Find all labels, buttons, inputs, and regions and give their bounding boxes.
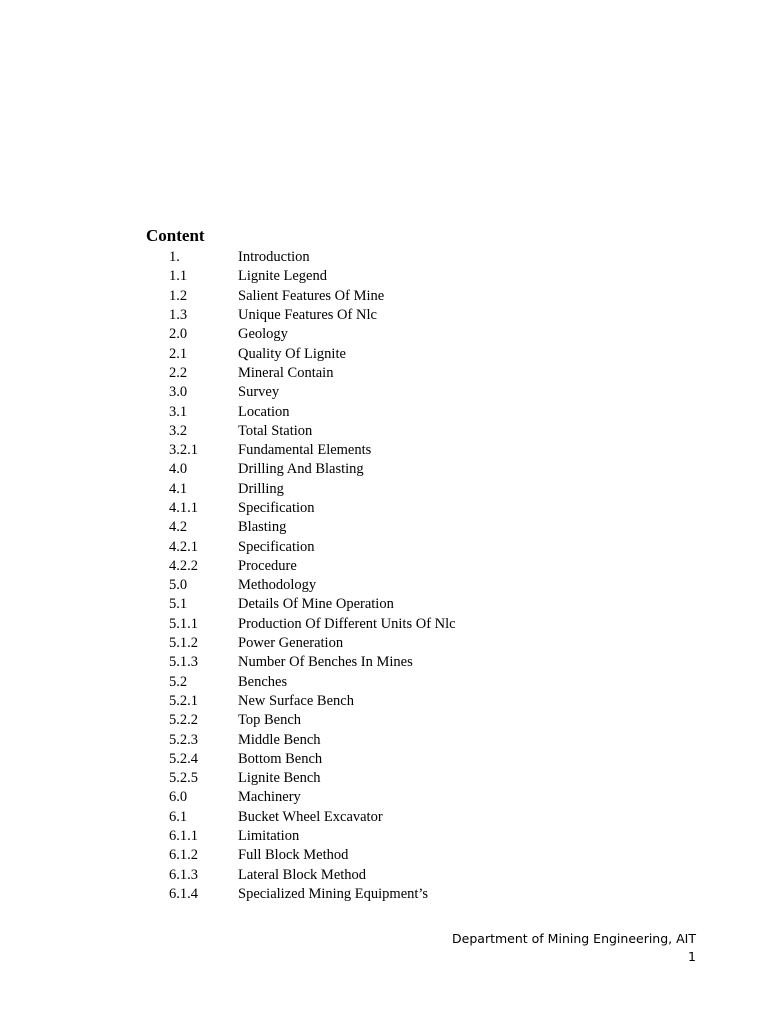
toc-entry-title: Drilling [238, 480, 284, 497]
page-footer [452, 930, 696, 966]
toc-entry [169, 325, 456, 344]
toc-entry-title: Power Generation [238, 635, 344, 652]
toc-entry-number: 1.1 [169, 268, 188, 285]
footer-department: Department of Mining Engineering, AIT [452, 931, 696, 946]
toc-entry [169, 634, 456, 653]
toc-entry [169, 615, 456, 634]
toc-entry-title: Lateral Block Method [238, 866, 367, 883]
toc-entry-title: Total Station [238, 422, 313, 439]
toc-entry-title: Machinery [238, 789, 301, 806]
toc-entry-title: Middle Bench [238, 731, 321, 748]
toc-entry-title: Salient Features Of Mine [238, 287, 385, 304]
toc-entry-number: 4.2 [169, 519, 188, 536]
toc-entry [169, 557, 456, 576]
toc-entry-title: Procedure [238, 557, 297, 574]
toc-entry [169, 827, 456, 846]
toc-entry-number: 5.1.3 [169, 654, 198, 671]
toc-entry-number: 1. [169, 249, 180, 266]
toc-entry-title: Blasting [238, 519, 287, 536]
toc-entry-number: 5.1.2 [169, 635, 198, 652]
toc-entry-number: 2.0 [169, 326, 188, 343]
toc-entry [169, 287, 456, 306]
toc-entry-title: Mineral Contain [238, 364, 334, 381]
toc-entry-title: Benches [238, 673, 288, 690]
toc-entry [169, 306, 456, 325]
toc-entry-title: Specification [238, 538, 315, 555]
toc-entry-title: Limitation [238, 828, 300, 845]
toc-entry-number: 3.0 [169, 384, 188, 401]
toc-entry-title: Fundamental Elements [238, 442, 372, 459]
toc-entry [169, 595, 456, 614]
footer-page-number: 1 [688, 949, 696, 964]
toc-entry-number: 5.2.4 [169, 750, 198, 767]
toc-entry [169, 769, 456, 788]
toc-entry-number: 6.1.3 [169, 866, 198, 883]
toc-entry [169, 344, 456, 363]
toc-entry [169, 846, 456, 865]
toc-entry-number: 5.2.1 [169, 692, 198, 709]
toc-entry-number: 6.0 [169, 789, 188, 806]
toc-entry-title: Unique Features Of Nlc [238, 307, 377, 324]
toc-entry-title: Geology [238, 326, 288, 343]
toc-entry [169, 692, 456, 711]
toc-entry-title: Specification [238, 500, 315, 516]
toc-entry-number: 5.2.3 [169, 731, 198, 748]
toc-entry [169, 653, 456, 672]
toc-entry [169, 730, 456, 749]
toc-entry [169, 402, 456, 421]
toc-entry-title: Details Of Mine Operation [238, 596, 394, 613]
toc-entry [169, 518, 456, 537]
toc-entry [169, 248, 456, 267]
toc-entry-number: 3.2 [169, 422, 188, 439]
toc-entry-number: 4.2.1 [169, 538, 198, 555]
toc-entry-title: Full Block Method [238, 847, 349, 864]
toc-entry-number: 3.2.1 [169, 442, 198, 459]
toc-entry [169, 383, 456, 402]
toc-entry-number: 4.1 [169, 480, 188, 497]
toc-entry [169, 673, 456, 692]
toc-entry [169, 460, 456, 479]
toc-entry-title: Drilling And Blasting [238, 461, 364, 478]
toc-entry-title: Location [238, 403, 290, 420]
toc-entry-title: Bottom Bench [238, 750, 323, 767]
toc-list [169, 248, 456, 904]
toc-entry-number: 1.2 [169, 287, 188, 304]
toc-entry-number: 3.1 [169, 403, 188, 420]
toc-entry-number: 5.0 [169, 577, 188, 594]
toc-entry [169, 750, 456, 769]
toc-entry-number: 6.1 [169, 808, 188, 825]
toc-entry-title: Lignite Bench [238, 770, 321, 787]
toc-entry-title: Introduction [238, 249, 310, 266]
toc-heading: Content [146, 226, 205, 245]
toc-entry [169, 480, 456, 499]
toc-entry-number: 2.1 [169, 345, 188, 362]
toc-entry [169, 441, 456, 460]
toc-entry-title: Number Of Benches In Mines [238, 654, 413, 671]
toc-entry [169, 537, 456, 556]
toc-entry-title: Survey [238, 384, 280, 401]
toc-entry-number: 1.3 [169, 307, 188, 324]
toc-entry-number: 5.2.5 [169, 770, 198, 787]
toc-entry [169, 885, 456, 904]
toc-entry [169, 866, 456, 885]
toc-entry-number: 5.2 [169, 673, 188, 690]
toc-entry-number: 5.2.2 [169, 712, 198, 729]
toc-entry-number: 6.1.1 [169, 828, 198, 845]
toc-entry-title: Lignite Legend [238, 268, 327, 285]
toc-entry-title: Quality Of Lignite [238, 345, 346, 362]
toc-entry [169, 788, 456, 807]
toc-entry-title: New Surface Bench [238, 692, 354, 709]
toc-entry [169, 808, 456, 827]
toc-entry [169, 422, 456, 441]
toc-entry [169, 499, 456, 518]
toc-entry-title: Top Bench [238, 712, 302, 729]
toc-entry-title: Methodology [238, 577, 317, 594]
toc-entry [169, 267, 456, 286]
toc-entry-number: 2.2 [169, 364, 188, 381]
toc-entry [169, 364, 456, 383]
toc-entry [169, 576, 456, 595]
toc-entry-number: 5.1 [169, 596, 188, 613]
toc-entry-number: 5.1.1 [169, 615, 198, 632]
toc-entry-title: Production Of Different Units Of Nlc [238, 615, 456, 632]
toc-entry-title: Bucket Wheel Excavator [238, 808, 383, 825]
toc-entry-number: 6.1.4 [169, 885, 198, 902]
toc-entry [169, 711, 456, 730]
toc-entry-number: 6.1.2 [169, 847, 198, 864]
toc-entry-number: 4.0 [169, 461, 188, 478]
toc-entry-number: 4.1.1 [169, 500, 198, 516]
toc-entry-number: 4.2.2 [169, 557, 198, 574]
toc-entry-title: Specialized Mining Equipment’s [238, 885, 429, 902]
